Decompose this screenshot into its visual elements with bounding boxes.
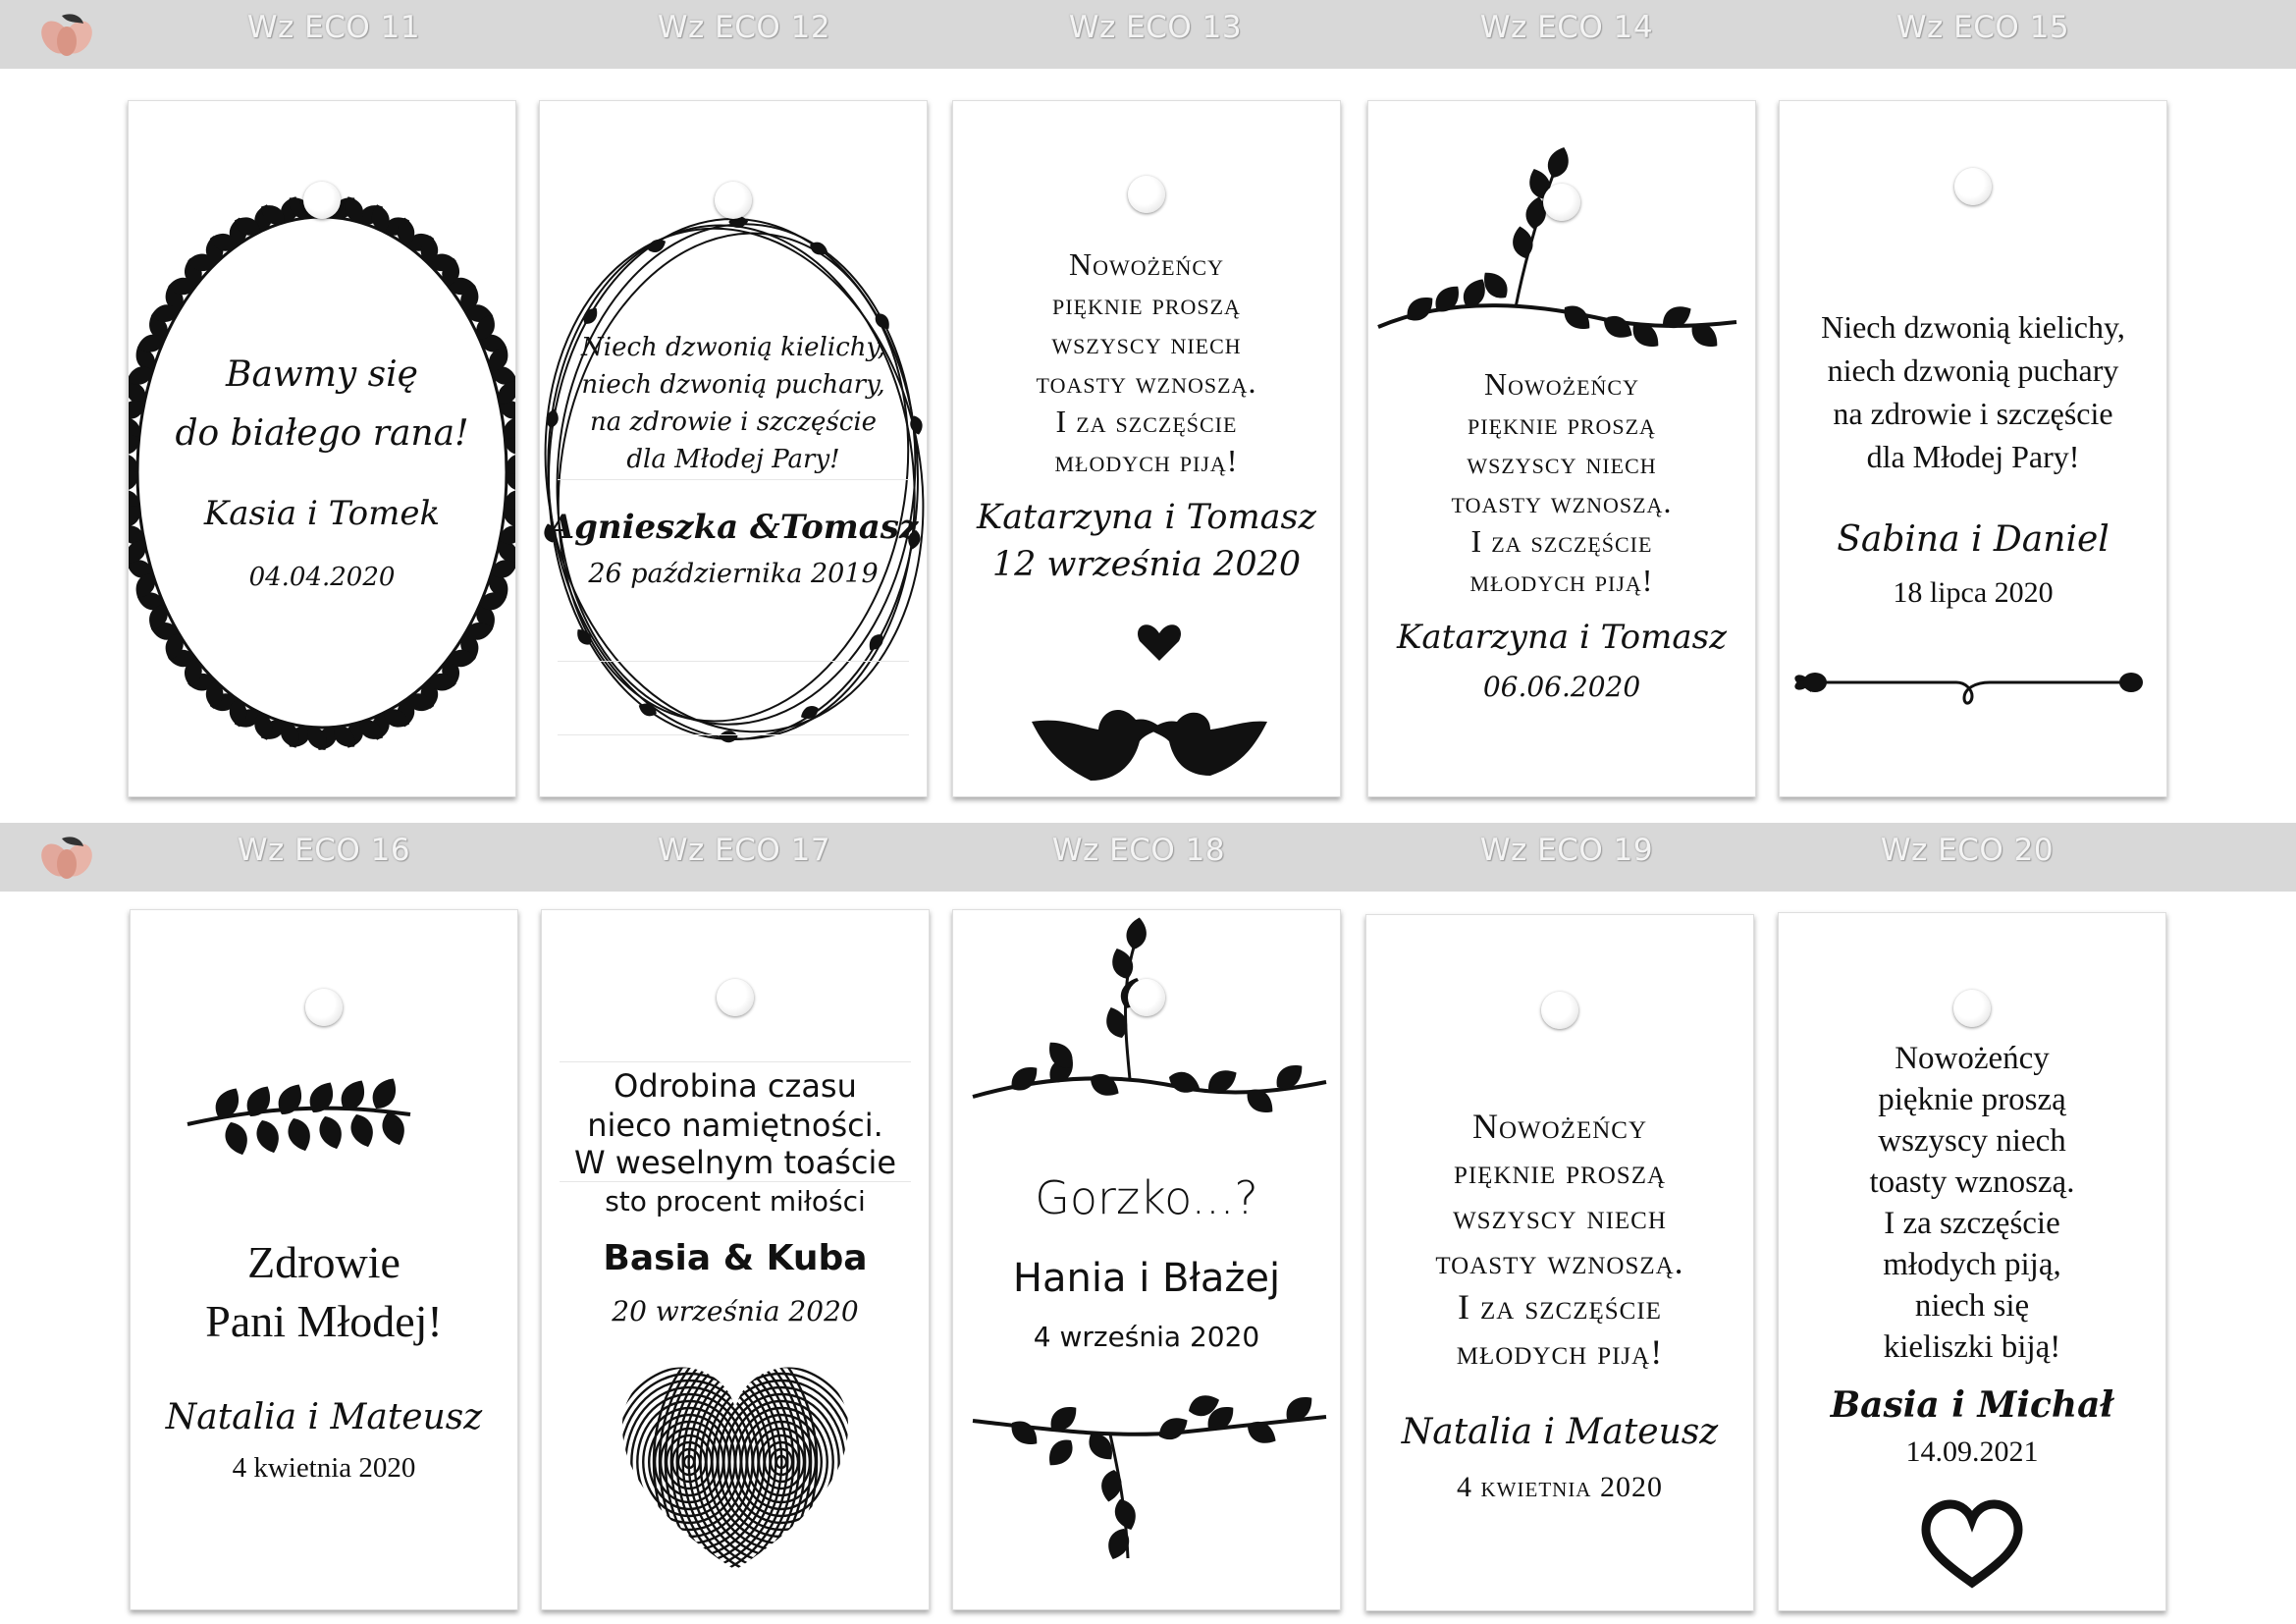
toast-line: Nowożeńcy — [1895, 1041, 2050, 1076]
wedding-date: 4 kwietnia 2020 — [1457, 1471, 1663, 1503]
toast-line: Pani Młodej! — [205, 1296, 443, 1346]
couple-names: Basia & Kuba — [603, 1238, 868, 1278]
category-header-bar — [0, 823, 2296, 892]
tag-card-eco-16[interactable] — [130, 909, 518, 1610]
toast-line: I za szczęście — [1458, 1287, 1662, 1326]
toast-line: wszyscy niech — [1467, 445, 1657, 480]
category-header-bar — [0, 0, 2296, 69]
toast-line: Niech dzwonią kielichy, — [1821, 309, 2125, 345]
toast-line: pięknie proszą — [1878, 1082, 2066, 1117]
leaf-sprig-icon — [131, 1057, 517, 1175]
punch-hole — [1128, 979, 1165, 1016]
punch-hole — [715, 182, 752, 219]
punch-hole — [1954, 168, 1992, 205]
wedding-date: 18 lipca 2020 — [1893, 576, 2054, 609]
toast-line: Nowożeńcy — [1069, 246, 1224, 282]
toast-line: sto procent miłości — [605, 1185, 866, 1218]
template-label: Wz ECO 19 — [1479, 833, 1654, 868]
template-label: Wz ECO 20 — [1880, 833, 2055, 868]
toast-line: wszyscy niech — [1051, 325, 1242, 360]
toast-line: W weselnym toaście — [573, 1144, 897, 1181]
punch-hole — [1543, 184, 1580, 221]
toast-line: kieliszki biją! — [1883, 1329, 2061, 1365]
toast-line: do białego rana! — [175, 413, 469, 454]
tag-card-eco-18[interactable] — [952, 909, 1341, 1610]
couple-names: Hania i Błażej — [1012, 1256, 1281, 1301]
fingerprint-heart-icon — [542, 1354, 929, 1590]
toast-line: pięknie proszą — [1453, 1152, 1667, 1191]
template-label: Wz ECO 12 — [657, 10, 831, 45]
toast-line: młodych piją! — [1456, 1332, 1664, 1372]
tag-card-eco-12[interactable] — [539, 100, 928, 797]
couple-names: Natalia i Mateusz — [1401, 1412, 1719, 1452]
branch-icon — [953, 910, 1340, 1146]
template-label: Wz ECO 15 — [1896, 10, 2070, 45]
toast-line: wszyscy niech — [1453, 1197, 1667, 1236]
toast-line: Odrobina czasu — [614, 1067, 857, 1105]
template-label: Wz ECO 14 — [1479, 10, 1654, 45]
brand-logo-icon — [29, 833, 104, 882]
template-label: Wz ECO 11 — [246, 10, 421, 45]
wedding-date: 14.09.2021 — [1905, 1435, 2039, 1468]
toast-line: Gorzko...? — [1035, 1171, 1258, 1224]
tag-card-eco-13[interactable] — [952, 100, 1341, 797]
toast-line: młodych piją! — [1054, 443, 1239, 478]
template-label: Wz ECO 18 — [1051, 833, 1226, 868]
toast-line: na zdrowie i szczęście — [589, 407, 878, 437]
branch-icon — [1368, 101, 1755, 396]
brand-logo-icon — [29, 10, 104, 59]
toast-line: niech dzwonią puchary, — [581, 370, 885, 400]
branch-icon — [953, 1372, 1340, 1568]
punch-hole — [305, 989, 343, 1026]
toast-line: niech się — [1914, 1288, 2030, 1324]
tag-card-eco-11[interactable] — [128, 100, 516, 797]
toast-line: Nowożeńcy — [1471, 1107, 1648, 1146]
punch-hole — [717, 979, 754, 1016]
couple-names: Natalia i Mateusz — [165, 1397, 483, 1437]
couple-names: Basia i Michał — [1830, 1384, 2114, 1426]
wedding-date: 06.06.2020 — [1482, 671, 1641, 703]
couple-names: Kasia i Tomek — [203, 494, 441, 533]
toast-line: dla Młodej Pary! — [1866, 439, 2080, 474]
tag-card-eco-15[interactable] — [1779, 100, 2167, 797]
wedding-date: 04.04.2020 — [248, 563, 396, 592]
toast-line: pięknie proszą — [1468, 406, 1656, 441]
toast-line: Nowożeńcy — [1484, 366, 1639, 402]
toast-line: I za szczęście — [1470, 523, 1653, 559]
template-label: Wz ECO 17 — [657, 833, 831, 868]
two-birds-heart-icon — [953, 604, 1340, 797]
punch-hole — [1128, 176, 1165, 213]
wedding-date: 20 września 2020 — [612, 1295, 859, 1327]
toast-line: nieco namiętności. — [587, 1107, 883, 1144]
toast-line: na zdrowie i szczęście — [1833, 396, 2113, 431]
toast-line: toasty wznoszą. — [1036, 364, 1257, 400]
tag-card-eco-14[interactable] — [1367, 100, 1756, 797]
toast-line: wszyscy niech — [1878, 1123, 2066, 1159]
toast-line: młodych piją! — [1469, 563, 1654, 598]
toast-line: toasty wznoszą. — [1435, 1242, 1684, 1281]
toast-line: Zdrowie — [247, 1237, 400, 1287]
toast-line: pięknie proszą — [1052, 286, 1241, 321]
template-label: Wz ECO 16 — [237, 833, 411, 868]
punch-hole — [1541, 992, 1578, 1029]
heart-outline-icon — [1779, 1494, 2165, 1593]
wedding-date: 4 kwietnia 2020 — [232, 1452, 416, 1484]
toast-line: Bawmy się — [226, 354, 418, 395]
toast-line: I za szczęście — [1055, 404, 1238, 439]
toast-line: I za szczęście — [1884, 1206, 2060, 1241]
toast-line: niech dzwonią puchary — [1827, 352, 2119, 388]
heart-line-divider-icon — [1780, 651, 2166, 710]
template-label: Wz ECO 13 — [1068, 10, 1243, 45]
punch-hole — [1953, 990, 1991, 1027]
toast-line: młodych piją, — [1883, 1247, 2061, 1282]
wedding-date: 12 września 2020 — [991, 545, 1302, 584]
tag-card-eco-20[interactable] — [1778, 912, 2166, 1611]
couple-names: Katarzyna i Tomasz — [977, 498, 1316, 537]
couple-names: Agnieszka &Tomasz — [548, 508, 919, 547]
punch-hole — [303, 182, 341, 219]
tag-card-eco-17[interactable] — [541, 909, 930, 1610]
toast-line: toasty wznoszą. — [1451, 484, 1673, 519]
couple-names: Sabina i Daniel — [1837, 519, 2109, 560]
wedding-date: 26 października 2019 — [588, 559, 879, 589]
toast-line: toasty wznoszą. — [1869, 1164, 2075, 1200]
couple-names: Katarzyna i Tomasz — [1396, 618, 1727, 657]
toast-line: Niech dzwonią kielichy, — [581, 333, 885, 362]
tag-card-eco-19[interactable] — [1365, 914, 1754, 1611]
wedding-date: 4 września 2020 — [1033, 1321, 1260, 1353]
toast-line: dla Młodej Pary! — [626, 445, 840, 474]
